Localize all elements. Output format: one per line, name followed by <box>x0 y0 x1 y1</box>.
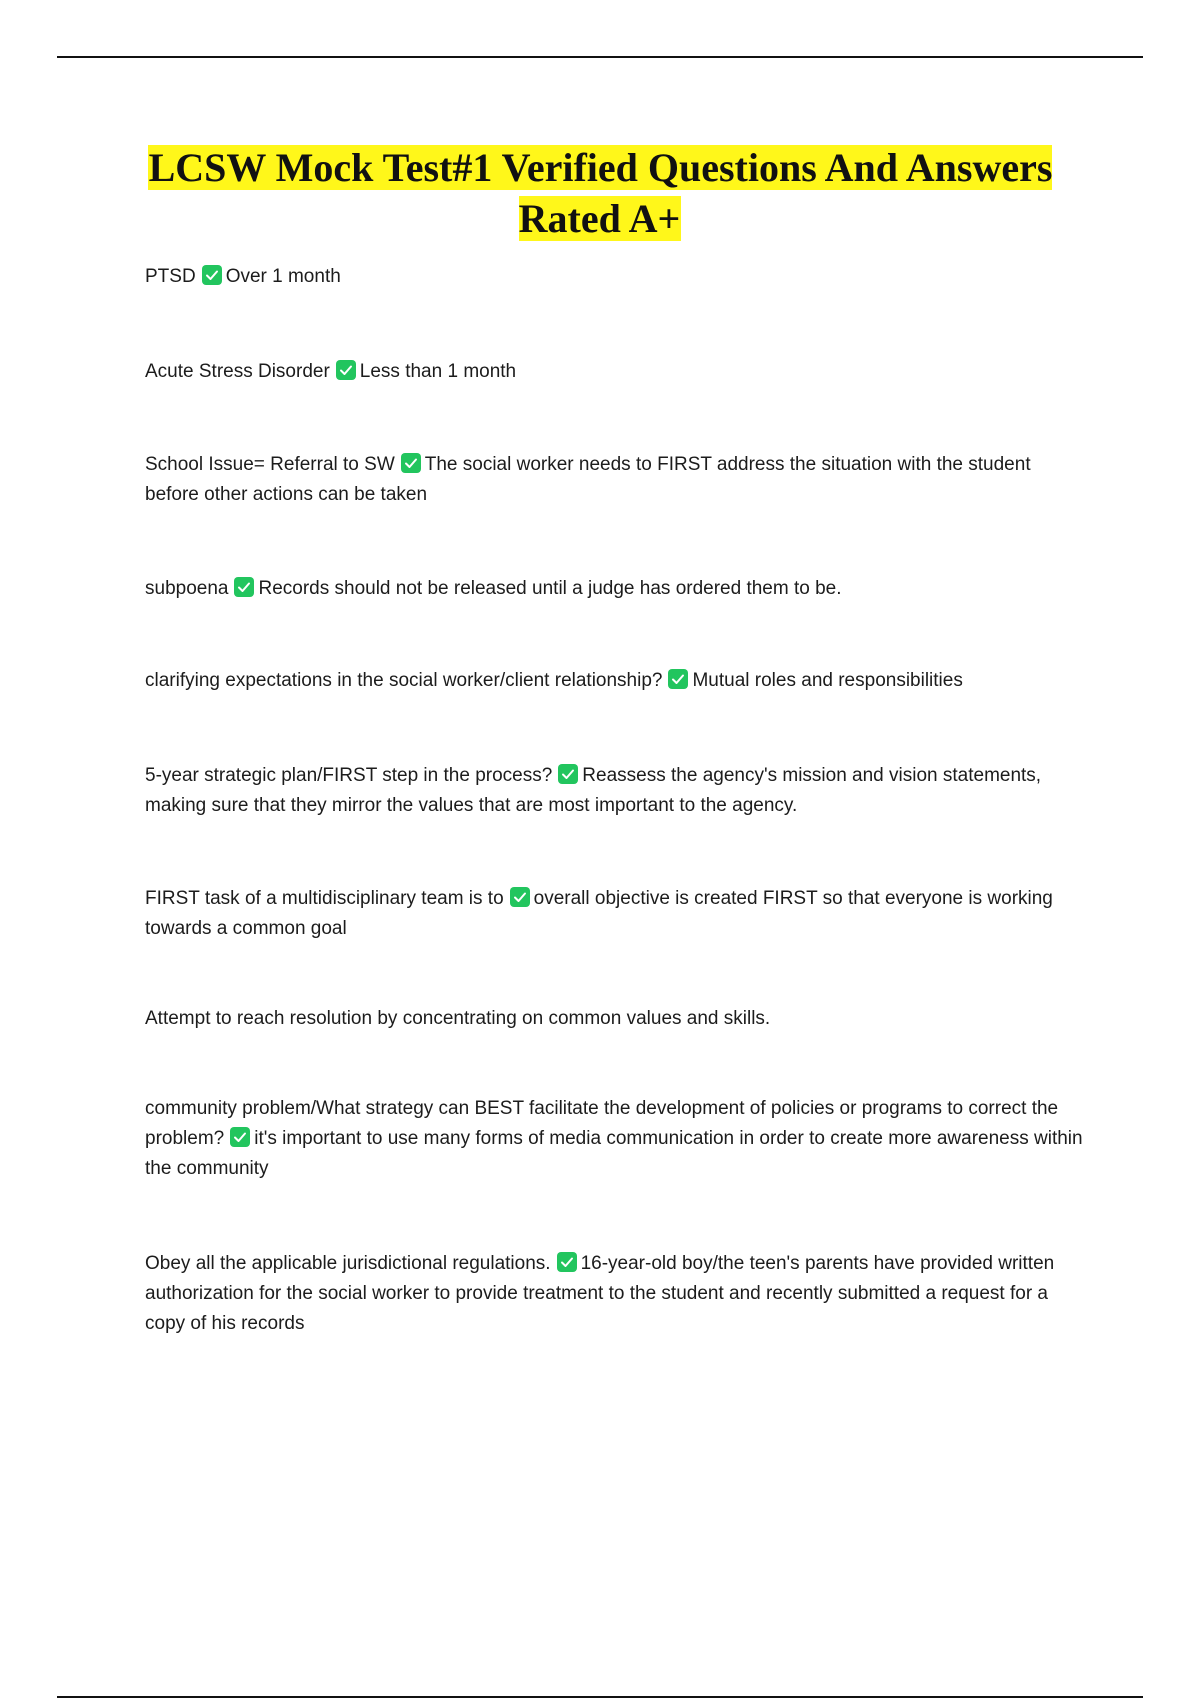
question-text: FIRST task of a multidisciplinary team is to <box>145 888 504 909</box>
check-icon <box>558 764 578 784</box>
question-text: community problem/What strategy can BEST facilitate the development of policies or programs to correct the problem? <box>145 1098 1059 1149</box>
qa-item-8 <box>145 1004 1085 1034</box>
answer-text: overall objective is created FIRST so that everyone is working towards a common goal <box>145 888 1053 939</box>
check-icon <box>668 669 688 689</box>
qa-item-7 <box>145 884 1085 944</box>
statement-text: Attempt to reach resolution by concentrating on common values and skills. <box>145 1008 771 1029</box>
answer-text: Records should not be released until a judge has ordered them to be. <box>258 578 842 599</box>
bottom-rule <box>57 1696 1143 1698</box>
check-icon <box>510 887 530 907</box>
qa-item-4 <box>145 574 1085 604</box>
check-icon <box>336 360 356 380</box>
question-text: subpoena <box>145 578 229 599</box>
question-text: clarifying expectations in the social worker/client relationship? <box>145 670 663 691</box>
answer-text: it's important to use many forms of media communication in order to create more awareness within the community <box>145 1128 1083 1179</box>
check-icon <box>202 265 222 285</box>
answer-text: Less than 1 month <box>359 361 517 382</box>
top-rule <box>57 56 1143 58</box>
question-text: 5-year strategic plan/FIRST step in the process? <box>145 765 553 786</box>
answer-text: Reassess the agency's mission and vision statements, making sure that they mirror the values that are most important to the agency. <box>145 765 1042 816</box>
check-icon <box>234 577 254 597</box>
qa-item-3 <box>145 450 1085 510</box>
question-text: Acute Stress Disorder <box>145 361 330 382</box>
answer-text: The social worker needs to FIRST address the situation with the student before other actions can be taken <box>145 454 1031 505</box>
qa-item-2 <box>145 357 1085 387</box>
qa-item-1 <box>145 262 1085 292</box>
question-text: School Issue= Referral to SW <box>145 454 395 475</box>
check-icon <box>557 1252 577 1272</box>
check-icon <box>401 453 421 473</box>
document-title <box>100 142 1100 244</box>
qa-item-5 <box>145 666 1085 696</box>
qa-item-10 <box>145 1249 1085 1339</box>
check-icon <box>230 1127 250 1147</box>
answer-text: 16-year-old boy/the teen's parents have provided written authorization for the social worker to provide treatment to the student and recently submitted a request for a copy of his records <box>145 1253 1055 1334</box>
qa-item-9 <box>145 1094 1085 1184</box>
answer-text: Over 1 month <box>225 266 341 287</box>
title-highlight: LCSW Mock Test#1 Verified Questions And Answers Rated A+ <box>148 145 1053 241</box>
answer-text: Mutual roles and responsibilities <box>692 670 963 691</box>
qa-item-6 <box>145 761 1085 821</box>
question-text: PTSD <box>145 266 196 287</box>
question-text: Obey all the applicable jurisdictional regulations. <box>145 1253 551 1274</box>
